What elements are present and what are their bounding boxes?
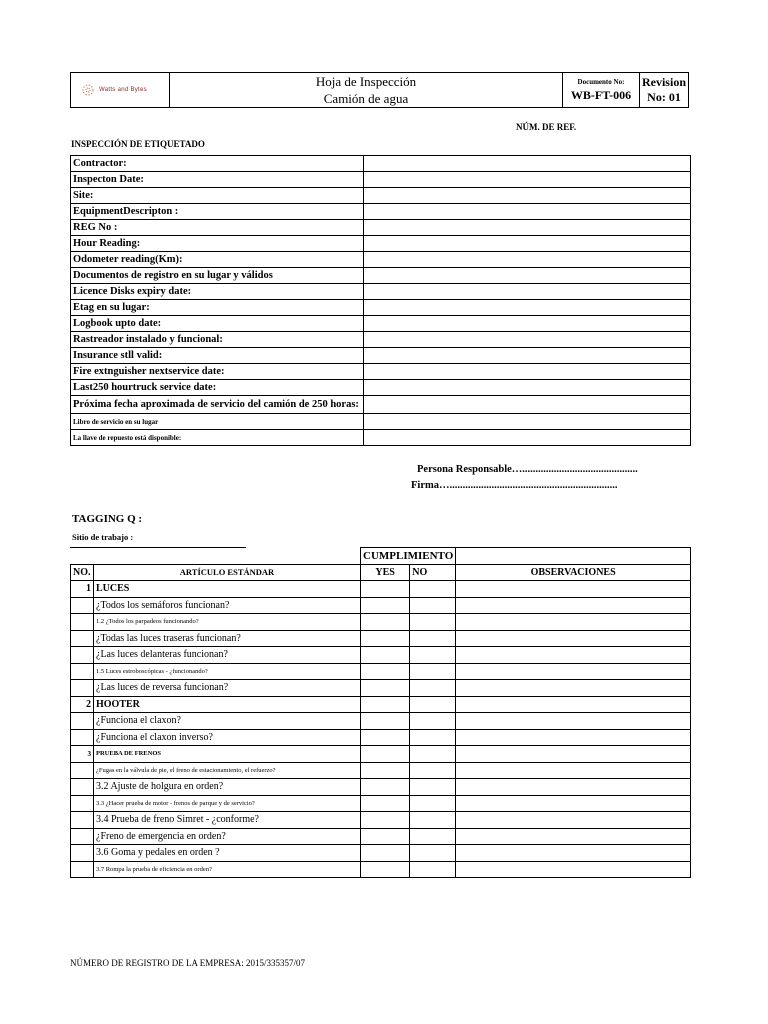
checklist-row xyxy=(71,680,691,697)
title-cell xyxy=(170,73,563,108)
item-text: 3.2 Ajuste de holgura en orden? xyxy=(94,779,361,796)
no-checkbox-cell[interactable] xyxy=(410,779,456,796)
item-text: PRUEBA DE FRENOS xyxy=(94,746,361,763)
no-checkbox-cell[interactable] xyxy=(410,812,456,829)
checklist-row xyxy=(71,647,691,664)
signature-line: Firma…................................................................ xyxy=(411,480,618,491)
inspection-value-field[interactable] xyxy=(364,172,691,188)
inspection-row xyxy=(71,364,691,380)
inspection-row xyxy=(71,430,691,446)
inspection-row xyxy=(71,188,691,204)
item-text: ¿Todas las luces traseras funcionan? xyxy=(94,630,361,647)
inspection-value-field[interactable] xyxy=(364,300,691,316)
observations-cell[interactable] xyxy=(456,663,691,680)
checklist-row xyxy=(71,713,691,730)
item-number xyxy=(71,614,94,631)
inspection-label: Insurance stll valid: xyxy=(71,348,364,364)
checklist-row xyxy=(71,581,691,598)
inspection-row xyxy=(71,220,691,236)
item-text: 3.3 ¿Hacer prueba de motor - frenos de parque y de servicio? xyxy=(94,795,361,812)
yes-checkbox-cell[interactable] xyxy=(361,861,410,878)
col-article-header: ARTÍCULO ESTÁNDAR xyxy=(94,564,361,581)
document-title: Hoja de Inspección xyxy=(315,74,417,89)
item-number xyxy=(71,713,94,730)
inspection-row xyxy=(71,284,691,300)
no-checkbox-cell[interactable] xyxy=(410,746,456,763)
responsible-person-line: Persona Responsable…............................................ xyxy=(417,464,638,475)
col-yes-header: YES xyxy=(361,564,410,581)
no-checkbox-cell[interactable] xyxy=(410,729,456,746)
item-number xyxy=(71,861,94,878)
company-logo xyxy=(73,83,167,97)
inspection-label: EquipmentDescripton : xyxy=(71,204,364,220)
yes-checkbox-cell[interactable] xyxy=(361,779,410,796)
inspection-label: Last250 hourtruck service date: xyxy=(71,380,364,396)
item-text: ¿Funciona el claxon? xyxy=(94,713,361,730)
yes-checkbox-cell[interactable] xyxy=(361,812,410,829)
item-number xyxy=(71,812,94,829)
inspection-row xyxy=(71,396,691,414)
item-number xyxy=(71,647,94,664)
inspection-row xyxy=(71,316,691,332)
item-number xyxy=(71,680,94,697)
checklist-row xyxy=(71,779,691,796)
no-checkbox-cell[interactable] xyxy=(410,861,456,878)
col-observations-header: OBSERVACIONES xyxy=(456,564,691,581)
yes-checkbox-cell[interactable] xyxy=(361,581,410,598)
observations-cell[interactable] xyxy=(456,746,691,763)
document-code: WB-FT-006 xyxy=(570,88,632,102)
tagging-title: TAGGING Q : xyxy=(72,513,143,525)
document-header xyxy=(70,72,689,108)
item-text: ¿Freno de emergencia en orden? xyxy=(94,828,361,845)
observations-cell[interactable] xyxy=(456,630,691,647)
checklist-row xyxy=(71,812,691,829)
yes-checkbox-cell[interactable] xyxy=(361,663,410,680)
inspection-label: Contractor: xyxy=(71,156,364,172)
no-checkbox-cell[interactable] xyxy=(410,614,456,631)
item-text: ¿Funciona el claxon inverso? xyxy=(94,729,361,746)
document-subtitle: Camión de agua xyxy=(323,91,409,106)
inspection-table xyxy=(70,155,691,446)
col-number-header: NO. xyxy=(71,564,94,581)
no-checkbox-cell[interactable] xyxy=(410,581,456,598)
sparkle-icon xyxy=(81,83,95,97)
inspection-row xyxy=(71,414,691,430)
item-text: ¿Fugas en la válvula de pie, el freno de estacionamiento, el refuerzo? xyxy=(94,762,361,779)
item-text: 3.6 Goma y pedales en orden ? xyxy=(94,845,361,862)
inspection-label: Site: xyxy=(71,188,364,204)
observations-cell[interactable] xyxy=(456,812,691,829)
checklist-row xyxy=(71,729,691,746)
inspection-label: Documentos de registro en su lugar y válidos xyxy=(71,268,364,284)
no-checkbox-cell[interactable] xyxy=(410,762,456,779)
yes-checkbox-cell[interactable] xyxy=(361,696,410,713)
inspection-label: Rastreador instalado y funcional: xyxy=(71,332,364,348)
checklist-row xyxy=(71,828,691,845)
worksite-label: Sitio de trabajo : xyxy=(72,532,134,542)
observations-cell[interactable] xyxy=(456,845,691,862)
compliance-header-row xyxy=(71,548,691,565)
section-title: INSPECCIÓN DE ETIQUETADO xyxy=(71,139,205,149)
no-checkbox-cell[interactable] xyxy=(410,597,456,614)
item-number xyxy=(71,795,94,812)
no-checkbox-cell[interactable] xyxy=(410,828,456,845)
inspection-row xyxy=(71,380,691,396)
observations-cell[interactable] xyxy=(456,696,691,713)
inspection-value-field[interactable] xyxy=(364,396,691,414)
yes-checkbox-cell[interactable] xyxy=(361,729,410,746)
observations-cell[interactable] xyxy=(456,729,691,746)
item-number xyxy=(71,729,94,746)
no-checkbox-cell[interactable] xyxy=(410,845,456,862)
document-number-label: Documento No: xyxy=(577,78,625,86)
inspection-row xyxy=(71,172,691,188)
inspection-value-field[interactable] xyxy=(364,268,691,284)
checklist-row xyxy=(71,762,691,779)
checklist-row xyxy=(71,845,691,862)
inspection-row xyxy=(71,156,691,172)
observations-cell[interactable] xyxy=(456,713,691,730)
checklist-row xyxy=(71,696,691,713)
no-checkbox-cell[interactable] xyxy=(410,630,456,647)
inspection-label: Libro de servicio en su lugar xyxy=(71,414,364,430)
inspection-row xyxy=(71,348,691,364)
checklist-row xyxy=(71,597,691,614)
company-registration-footer: NÚMERO DE REGISTRO DE LA EMPRESA: 2015/335357/07 xyxy=(70,958,306,968)
no-checkbox-cell[interactable] xyxy=(410,663,456,680)
observations-cell[interactable] xyxy=(456,614,691,631)
inspection-value-field[interactable] xyxy=(364,380,691,396)
item-number xyxy=(71,845,94,862)
inspection-value-field[interactable] xyxy=(364,332,691,348)
item-number xyxy=(71,597,94,614)
inspection-row xyxy=(71,252,691,268)
inspection-value-field[interactable] xyxy=(364,156,691,172)
col-no-header: NO xyxy=(410,564,456,581)
item-text: 1.5 Luces estroboscópicas - ¿funcionando? xyxy=(94,663,361,680)
blank-cell xyxy=(456,548,691,565)
inspection-value-field[interactable] xyxy=(364,284,691,300)
yes-checkbox-cell[interactable] xyxy=(361,597,410,614)
document-number-cell xyxy=(562,73,639,108)
logo-text: Watts and Bytes xyxy=(99,87,147,93)
observations-cell[interactable] xyxy=(456,680,691,697)
item-number: 2 xyxy=(71,696,94,713)
blank-cell xyxy=(71,548,94,565)
observations-cell[interactable] xyxy=(456,861,691,878)
item-text: 3.7 Rompa la prueba de eficiencia en orden? xyxy=(94,861,361,878)
item-number xyxy=(71,630,94,647)
item-text: ¿Las luces delanteras funcionan? xyxy=(94,647,361,664)
inspection-label: Etag en su lugar: xyxy=(71,300,364,316)
yes-checkbox-cell[interactable] xyxy=(361,828,410,845)
yes-checkbox-cell[interactable] xyxy=(361,647,410,664)
item-text: 1.2 ¿Todos los parpadeos funcionando? xyxy=(94,614,361,631)
revision-cell xyxy=(639,73,688,108)
checklist-row xyxy=(71,861,691,878)
checklist-row xyxy=(71,614,691,631)
checklist-row xyxy=(71,795,691,812)
inspection-value-field[interactable] xyxy=(364,220,691,236)
checklist-row xyxy=(71,630,691,647)
yes-checkbox-cell[interactable] xyxy=(361,762,410,779)
inspection-row xyxy=(71,268,691,284)
yes-checkbox-cell[interactable] xyxy=(361,795,410,812)
item-number: 3 xyxy=(71,746,94,763)
observations-cell[interactable] xyxy=(456,597,691,614)
item-text: ¿Todos los semáforos funcionan? xyxy=(94,597,361,614)
yes-checkbox-cell[interactable] xyxy=(361,630,410,647)
blank-cell xyxy=(94,548,361,565)
observations-cell[interactable] xyxy=(456,762,691,779)
observations-cell[interactable] xyxy=(456,828,691,845)
column-header-row xyxy=(71,564,691,581)
yes-checkbox-cell[interactable] xyxy=(361,845,410,862)
checklist-table xyxy=(70,547,691,878)
inspection-label: Odometer reading(Km): xyxy=(71,252,364,268)
item-text: ¿Las luces de reversa funcionan? xyxy=(94,680,361,697)
inspection-value-field[interactable] xyxy=(364,316,691,332)
item-number xyxy=(71,663,94,680)
inspection-row xyxy=(71,300,691,316)
inspection-value-field[interactable] xyxy=(364,252,691,268)
inspection-value-field[interactable] xyxy=(364,204,691,220)
no-checkbox-cell[interactable] xyxy=(410,795,456,812)
inspection-label: REG No : xyxy=(71,220,364,236)
inspection-row xyxy=(71,204,691,220)
inspection-value-field[interactable] xyxy=(364,364,691,380)
item-number xyxy=(71,779,94,796)
inspection-label: Licence Disks expiry date: xyxy=(71,284,364,300)
ref-number-label: NÚM. DE REF. xyxy=(516,122,577,132)
yes-checkbox-cell[interactable] xyxy=(361,680,410,697)
no-checkbox-cell[interactable] xyxy=(410,696,456,713)
observations-cell[interactable] xyxy=(456,581,691,598)
inspection-value-field[interactable] xyxy=(364,188,691,204)
observations-cell[interactable] xyxy=(456,647,691,664)
compliance-header: CUMPLIMIENTO xyxy=(361,548,456,565)
inspection-label: Logbook upto date: xyxy=(71,316,364,332)
no-checkbox-cell[interactable] xyxy=(410,680,456,697)
inspection-value-field[interactable] xyxy=(364,414,691,430)
inspection-label: La llave de repuesto está disponible: xyxy=(71,430,364,446)
item-number xyxy=(71,828,94,845)
inspection-value-field[interactable] xyxy=(364,348,691,364)
inspection-row xyxy=(71,236,691,252)
yes-checkbox-cell[interactable] xyxy=(361,746,410,763)
revision-label: Revision xyxy=(641,75,686,89)
inspection-label: Inspecton Date: xyxy=(71,172,364,188)
inspection-label: Próxima fecha aproximada de servicio del camión de 250 horas: xyxy=(71,396,364,414)
item-number xyxy=(71,762,94,779)
checklist-row xyxy=(71,663,691,680)
revision-number: No: 01 xyxy=(647,90,681,104)
checklist-row xyxy=(71,746,691,763)
inspection-value-field[interactable] xyxy=(364,430,691,446)
no-checkbox-cell[interactable] xyxy=(410,713,456,730)
item-text: 3.4 Prueba de freno Simret - ¿conforme? xyxy=(94,812,361,829)
inspection-label: Hour Reading: xyxy=(71,236,364,252)
inspection-row xyxy=(71,332,691,348)
item-text: HOOTER xyxy=(94,696,361,713)
logo-cell xyxy=(71,73,170,108)
item-number: 1 xyxy=(71,581,94,598)
inspection-label: Fire extnguisher nextservice date: xyxy=(71,364,364,380)
yes-checkbox-cell[interactable] xyxy=(361,614,410,631)
yes-checkbox-cell[interactable] xyxy=(361,713,410,730)
no-checkbox-cell[interactable] xyxy=(410,647,456,664)
item-text: LUCES xyxy=(94,581,361,598)
inspection-value-field[interactable] xyxy=(364,236,691,252)
observations-cell[interactable] xyxy=(456,779,691,796)
observations-cell[interactable] xyxy=(456,795,691,812)
